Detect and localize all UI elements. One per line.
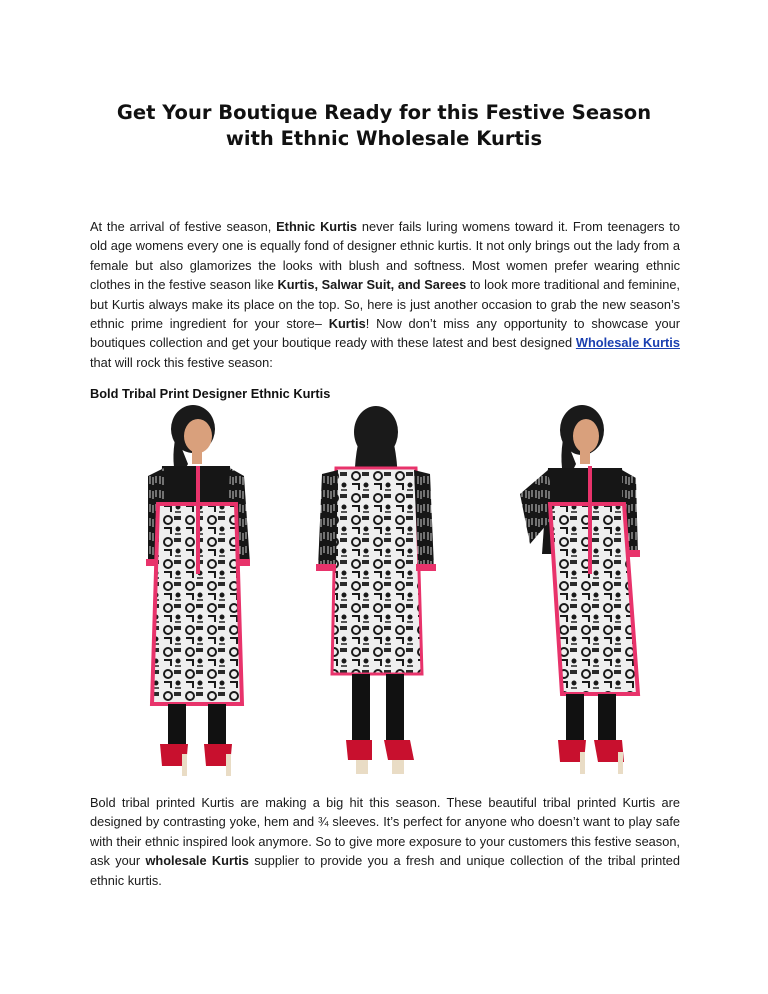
intro-bold-ethnic-kurtis: Ethnic Kurtis (276, 219, 358, 234)
outro-text-1: Bold tribal printed Kurtis are making a big hit this season. These beautiful tribal printed Kurtis are designed by contrasting yoke, hem and ¾ sleeves. It’s perfect for anyone who doesn’t want to play safe with their ethnic inspired look anymore. So to give more exposure to your customers this festive season, ask your (90, 795, 680, 869)
model-side-view (520, 405, 640, 774)
title-line-1: Get Your Boutique Ready for this Festive Season (116, 101, 652, 124)
intro-paragraph (90, 217, 680, 372)
intro-text-2: never fails luring womens toward it. From teenagers to old age womens every one is equally fond of designer ethnic kurtis. It not only brings out the lady from a female but also glamorizes the looks with blush and softness. Most women prefer wearing ethnic clothes in the festive season like (90, 219, 680, 293)
intro-bold-kurtis: Kurtis (328, 316, 366, 332)
outro-paragraph (90, 793, 680, 890)
intro-text-3: to look more traditional and feminine, but Kurtis always make its place on the top. So, here is just another occasion to grab the new season’s ethnic prime ingredient for your store– (90, 277, 680, 332)
intro-text-1: At the arrival of festive season, (90, 219, 277, 234)
wholesale-kurtis-link[interactable]: Wholesale Kurtis (575, 335, 680, 351)
model-back-view (316, 406, 436, 774)
intro-bold-garments: Kurtis, Salwar Suit, and Sarees (277, 277, 467, 293)
model-front-view (146, 405, 250, 776)
document-title (60, 100, 708, 152)
outro-text-2: supplier to provide you a fresh and unique collection of the tribal printed ethnic kurtis. (90, 853, 680, 888)
product-photo (118, 404, 663, 784)
intro-text-5: that will rock this festive season: (90, 354, 273, 370)
title-line-2: with Ethnic Wholesale Kurtis (225, 127, 543, 150)
outro-bold-wholesale-kurtis: wholesale Kurtis (145, 853, 249, 869)
intro-text-4: ! Now don’t miss any opportunity to showcase your boutiques collection and get your boutique ready with these latest and best designed (90, 316, 680, 351)
section-heading: Bold Tribal Print Designer Ethnic Kurtis (90, 386, 331, 401)
kurti-models-illustration (118, 404, 663, 784)
